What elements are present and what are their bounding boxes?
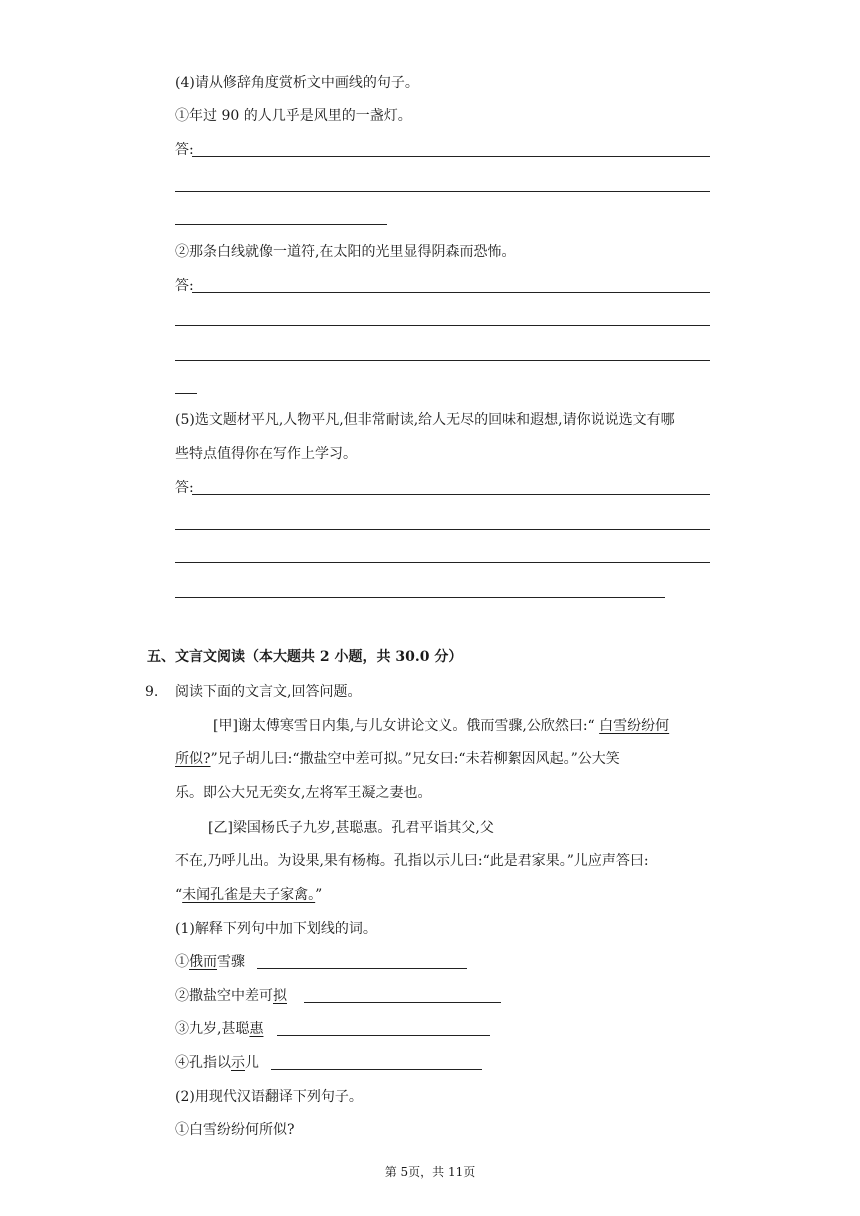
- answer-line[interactable]: [175, 191, 710, 192]
- vocab-item: [175, 1020, 263, 1038]
- passage-text: [甲]谢太傅寒雪日内集,与儿女讲论文义。俄而雪骤,公欣然曰:“: [213, 718, 600, 734]
- vocab-item: [175, 1054, 259, 1072]
- answer-line[interactable]: [192, 494, 710, 495]
- q9-number: 9.: [145, 684, 159, 700]
- q9-sub1-prompt: (1)解释下列句中加下划线的词。: [175, 921, 377, 937]
- item-text: 雪骤: [217, 954, 245, 970]
- q4-answer-label-2: 答:: [175, 278, 194, 294]
- item-number: ②: [175, 988, 189, 1004]
- answer-line[interactable]: [175, 393, 197, 394]
- section-heading: 五、文言文阅读（本大题共 2 小题，共 30.0 分）: [147, 649, 463, 665]
- vocab-item: [175, 953, 245, 971]
- item-number: ③: [175, 1021, 189, 1037]
- underlined-word: 俄而: [189, 954, 217, 970]
- q4-item-1: ①年过 90 的人几乎是风里的一盏灯。: [175, 108, 412, 124]
- underlined-word: 示: [231, 1055, 245, 1071]
- item-number: ①: [175, 954, 189, 970]
- answer-line[interactable]: [277, 1035, 490, 1036]
- answer-line[interactable]: [271, 1069, 482, 1070]
- passage-jia-line-2: [175, 750, 620, 768]
- answer-line[interactable]: [175, 597, 665, 598]
- answer-line[interactable]: [175, 562, 710, 563]
- underlined-sentence: 所似?: [175, 751, 211, 767]
- answer-line[interactable]: [175, 325, 710, 326]
- underlined-word: 拟: [273, 988, 287, 1004]
- answer-line[interactable]: [175, 360, 710, 361]
- q5-answer-label: 答:: [175, 480, 194, 496]
- q5-prompt-line-2: 些特点值得你在写作上学习。: [175, 446, 357, 462]
- q5-prompt-line-1: (5)选文题材平凡,人物平凡,但非常耐读,给人无尽的回味和遐想,请你说说选文有哪: [175, 412, 675, 428]
- underlined-word: 惠: [249, 1021, 264, 1037]
- item-text: 儿: [245, 1055, 259, 1071]
- q4-answer-label-1: 答:: [175, 142, 194, 158]
- underlined-sentence: 白雪纷纷何: [599, 718, 670, 734]
- item-text: 孔指以: [189, 1055, 231, 1071]
- passage-yi-line-2: 不在,乃呼儿出。为设果,果有杨梅。孔指以示儿曰:“此是君家果。”儿应声答曰:: [175, 853, 649, 869]
- q9-sub2-item-1: ①白雪纷纷何所似?: [175, 1122, 295, 1138]
- passage-jia-line-3: 乐。即公大兄无奕女,左将军王凝之妻也。: [175, 785, 432, 801]
- page-number: 第 5页，共 11页: [384, 1165, 476, 1179]
- item-text: 撒盐空中差可: [189, 988, 273, 1004]
- q4-item-2: ②那条白线就像一道符,在太阳的光里显得阴森而恐怖。: [175, 244, 516, 260]
- passage-text: ”兄子胡儿曰:“撒盐空中差可拟。”兄女曰:“未若柳絮因风起。”公大笑: [210, 751, 620, 767]
- answer-line[interactable]: [192, 292, 710, 293]
- answer-line[interactable]: [175, 529, 710, 530]
- answer-line[interactable]: [257, 968, 467, 969]
- answer-line[interactable]: [175, 224, 387, 225]
- q9-intro: 阅读下面的文言文,回答问题。: [175, 684, 362, 700]
- answer-line[interactable]: [304, 1002, 501, 1003]
- underlined-sentence: 未闻孔雀是夫子家禽。: [182, 887, 316, 903]
- q9-sub2-prompt: (2)用现代汉语翻译下列句子。: [175, 1089, 363, 1105]
- item-text: 九岁,甚聪: [189, 1021, 250, 1037]
- passage-yi-line-3: [175, 886, 322, 904]
- vocab-item: [175, 987, 287, 1005]
- answer-line[interactable]: [192, 156, 710, 157]
- q4-prompt: (4)请从修辞角度赏析文中画线的句子。: [175, 75, 419, 91]
- passage-text: “: [175, 887, 183, 903]
- passage-yi-line-1: [乙]梁国杨氏子九岁,甚聪惠。孔君平诣其父,父: [208, 820, 494, 836]
- passage-text: ”: [315, 887, 323, 903]
- item-number: ④: [175, 1055, 189, 1071]
- passage-jia-line-1: [213, 717, 669, 735]
